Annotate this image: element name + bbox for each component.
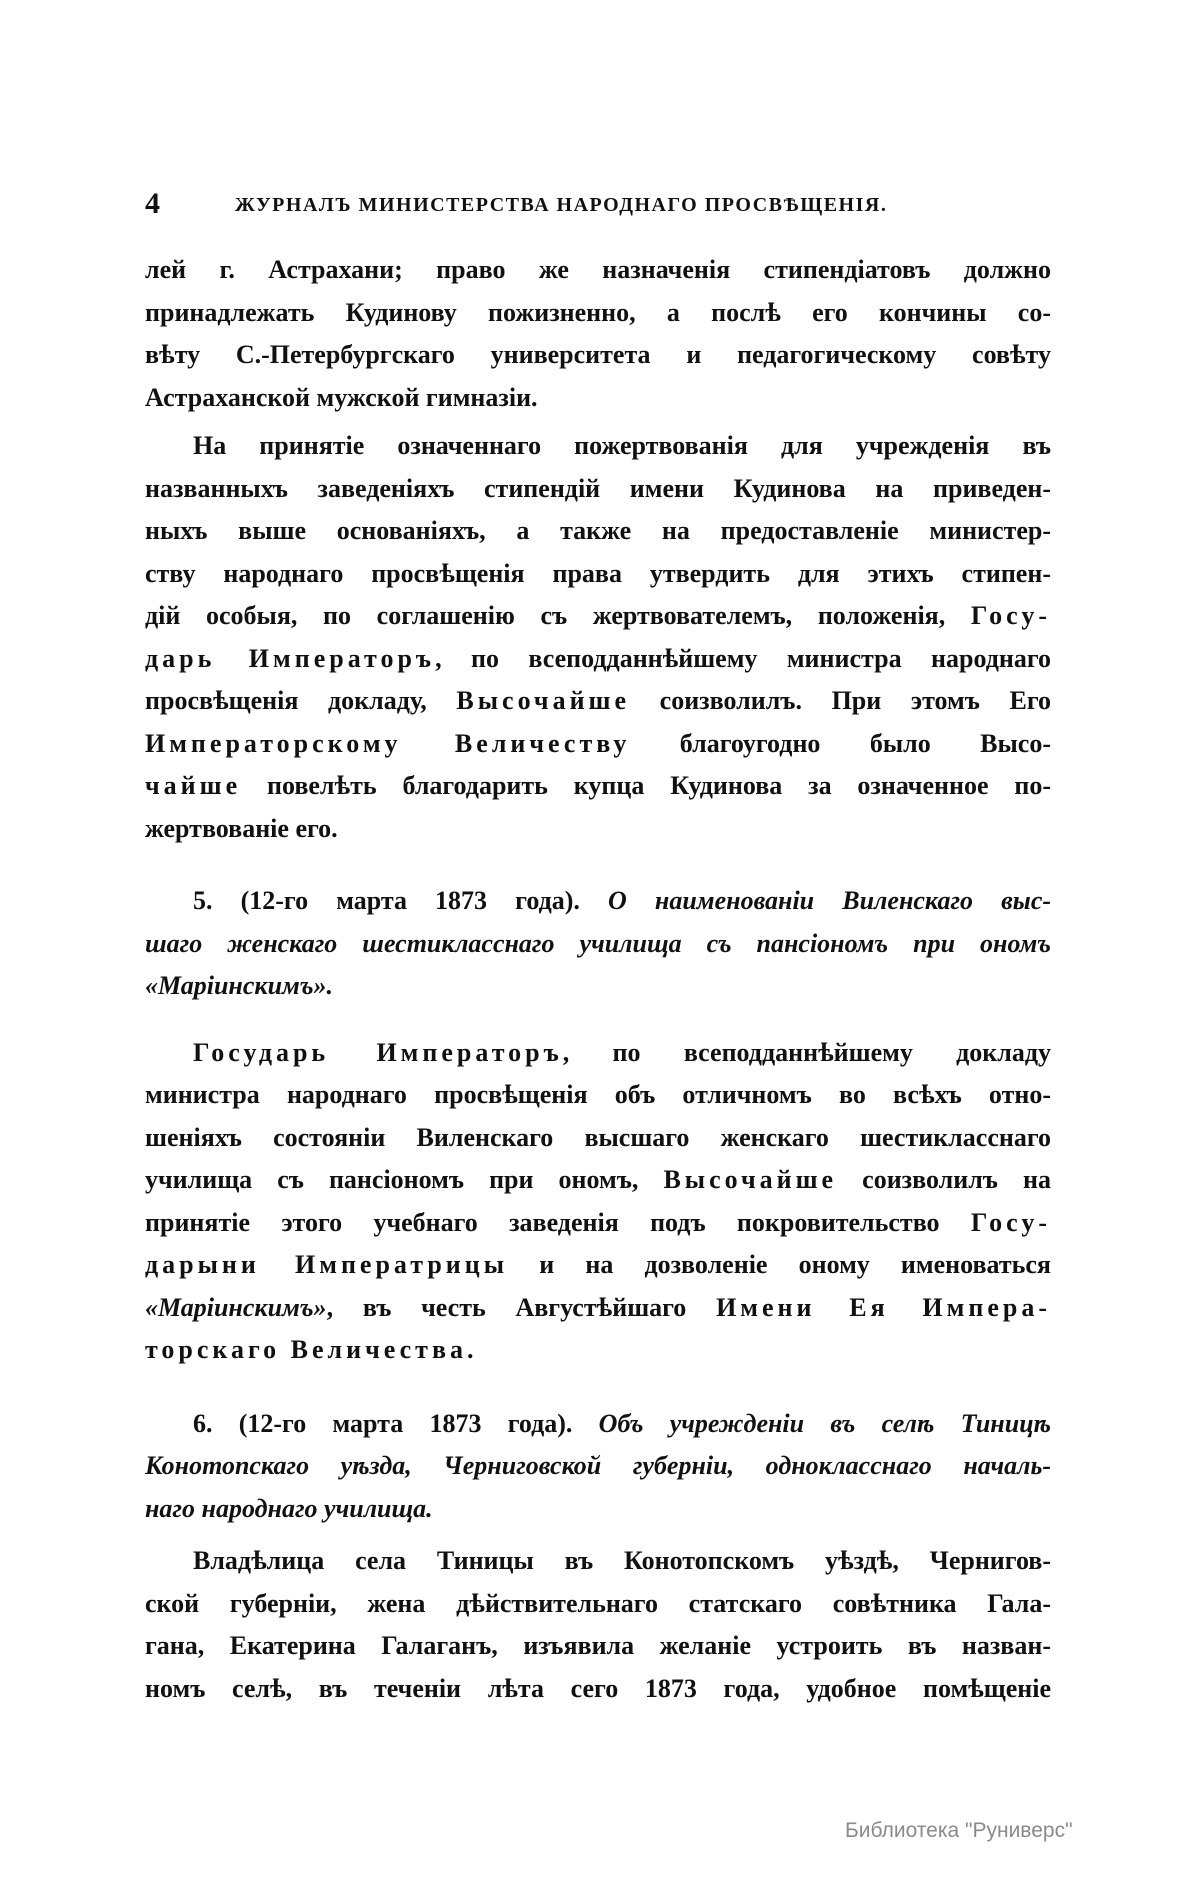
spaced-text: Имени Ея Импера-	[716, 1292, 1051, 1322]
text-line	[145, 292, 1051, 335]
italic-text: наго народнаго училища.	[145, 1493, 433, 1523]
text-segment: Астраханской мужской гимназіи.	[145, 382, 538, 412]
text-segment: соизволилъ. При этомъ Его	[630, 686, 1051, 715]
text-line	[145, 553, 1051, 596]
text-line	[145, 595, 1051, 638]
italic-text: Конотопскаго уѣзда, Черниговской губерніи, однокласснаго началь-	[145, 1451, 1051, 1480]
italic-text: шаго женскаго шестикласснаго училища съ пансіономъ при ономъ	[145, 928, 1051, 958]
text-line	[145, 1583, 1051, 1626]
text-segment: лей г. Астрахани; право же назначенія стипендіатовъ должно	[145, 255, 1051, 284]
paragraph	[145, 1403, 1051, 1531]
text-segment: Владѣлица села Тиницы въ Конотопскомъ уѣздѣ, Чернигов-	[193, 1546, 1051, 1575]
italic-text: О наименованіи Виленскаго выс-	[608, 886, 1051, 915]
text-line	[145, 1488, 1051, 1531]
spaced-text: Госу-	[970, 1207, 1051, 1237]
text-segment: просвѣщенія докладу,	[145, 686, 457, 715]
text-segment: ству народнаго просвѣщенія права утвердить для этихъ стипен-	[145, 558, 1051, 588]
text-segment: жертвованіе его.	[145, 813, 338, 843]
text-segment: министра народнаго просвѣщенія объ отличномъ во всѣхъ отно-	[145, 1080, 1051, 1109]
spaced-text: Госу-	[970, 601, 1051, 630]
paragraph-gap	[145, 1530, 1051, 1540]
spaced-text: Государь Императоръ	[193, 1037, 563, 1067]
text-line	[145, 1202, 1051, 1245]
text-line	[145, 1244, 1051, 1287]
text-segment: принятіе этого учебнаго заведенія подъ покровительство	[145, 1207, 971, 1237]
text-segment: , по всеподданнѣйшему докладу	[562, 1037, 1051, 1067]
text-line	[145, 1159, 1051, 1202]
text-segment: принадлежать Кудинову пожизненно, а послѣ его кончины со-	[145, 297, 1051, 327]
text-segment: 6. (12-го марта 1873 года).	[193, 1408, 599, 1438]
text-segment: дій особыя, по соглашенію съ жертвователемъ, положенія,	[145, 601, 971, 630]
text-line	[145, 965, 1051, 1008]
paragraph	[145, 1540, 1051, 1710]
spaced-text: дарыни Императрицы	[145, 1250, 509, 1279]
text-line	[145, 1540, 1051, 1583]
text-line	[145, 880, 1051, 923]
text-line	[145, 510, 1051, 553]
spaced-text: дарь Императоръ	[145, 643, 436, 673]
text-line	[145, 638, 1051, 681]
text-line	[145, 723, 1051, 766]
text-segment: гана, Екатерина Галаганъ, изъявила желаніе устроить въ назван-	[145, 1631, 1051, 1660]
text-segment: вѣту С.-Петербургскаго университета и педагогическому совѣту	[145, 340, 1051, 369]
text-line	[145, 425, 1051, 468]
text-segment: названныхъ заведеніяхъ стипендій имени Кудинова на приведен-	[145, 473, 1051, 503]
text-line	[145, 1668, 1051, 1711]
page-number: 4	[145, 187, 160, 220]
text-segment: и на дозволеніе оному именоваться	[508, 1250, 1051, 1279]
text-line	[145, 1117, 1051, 1160]
text-segment: , по всеподданнѣйшему министра народнаго	[435, 643, 1051, 673]
text-segment: номъ селѣ, въ теченіи лѣта сего 1873 года, удобное помѣщеніе	[145, 1673, 1051, 1703]
spaced-text: чайше	[145, 771, 242, 800]
spaced-text: Высочайше	[456, 686, 631, 715]
italic-text: Объ учрежденіи въ селѣ Тиницѣ	[598, 1408, 1051, 1438]
text-segment: соизволилъ на	[837, 1165, 1051, 1194]
text-line	[145, 377, 1051, 420]
italic-text: «Маріинскимъ».	[145, 971, 334, 1000]
text-line	[145, 923, 1051, 966]
spaced-text: Императорскому Величеству	[145, 728, 631, 758]
text-segment: повелѣть благодарить купца Кудинова за означенное по-	[241, 771, 1051, 800]
running-title: ЖУРНАЛЪ МИНИСТЕРСТВА НАРОДНАГО ПРОСВѢЩЕНІЯ.	[235, 194, 888, 216]
spaced-text: торскаго Величества	[145, 1335, 467, 1364]
text-line	[145, 1287, 1051, 1330]
text-line	[145, 468, 1051, 511]
paragraph	[145, 880, 1051, 1008]
text-line	[145, 765, 1051, 808]
text-line	[145, 1403, 1051, 1446]
paragraph	[145, 425, 1051, 850]
text-segment: шеніяхъ состояніи Виленскаго высшаго женскаго шестикласснаго	[145, 1122, 1051, 1152]
italic-text: «Маріинскимъ»	[145, 1292, 327, 1322]
spaced-text: Высочайше	[663, 1165, 838, 1194]
paragraph-gap	[145, 1008, 1051, 1032]
text-segment: На принятіе означеннаго пожертвованія для учрежденія въ	[193, 431, 1051, 460]
text-segment: училища съ пансіономъ при ономъ,	[145, 1165, 664, 1194]
text-segment: .	[467, 1335, 474, 1364]
text-line	[145, 1074, 1051, 1117]
text-line	[145, 1329, 1051, 1372]
text-segment: 5. (12-го марта 1873 года).	[193, 886, 609, 915]
text-line	[145, 1625, 1051, 1668]
text-line	[145, 1445, 1051, 1488]
paragraph-gap	[145, 1372, 1051, 1403]
paragraph	[145, 1032, 1051, 1372]
paragraph	[145, 249, 1051, 419]
text-segment: ской губерніи, жена дѣйствительнаго статскаго совѣтника Гала-	[145, 1588, 1051, 1618]
text-segment: благоугодно было Высо-	[630, 728, 1051, 758]
text-segment: , въ честь Августѣйшаго	[326, 1292, 717, 1322]
page-body	[145, 249, 1051, 1710]
paragraph-gap	[145, 850, 1051, 880]
text-line	[145, 249, 1051, 292]
text-line	[145, 1032, 1051, 1075]
running-header	[145, 186, 1051, 226]
text-line	[145, 334, 1051, 377]
text-segment: ныхъ выше основаніяхъ, а также на предоставленіе министер-	[145, 516, 1051, 545]
text-line	[145, 808, 1051, 851]
library-watermark: Библиотека "Руниверс"	[845, 1819, 1073, 1842]
text-line	[145, 680, 1051, 723]
